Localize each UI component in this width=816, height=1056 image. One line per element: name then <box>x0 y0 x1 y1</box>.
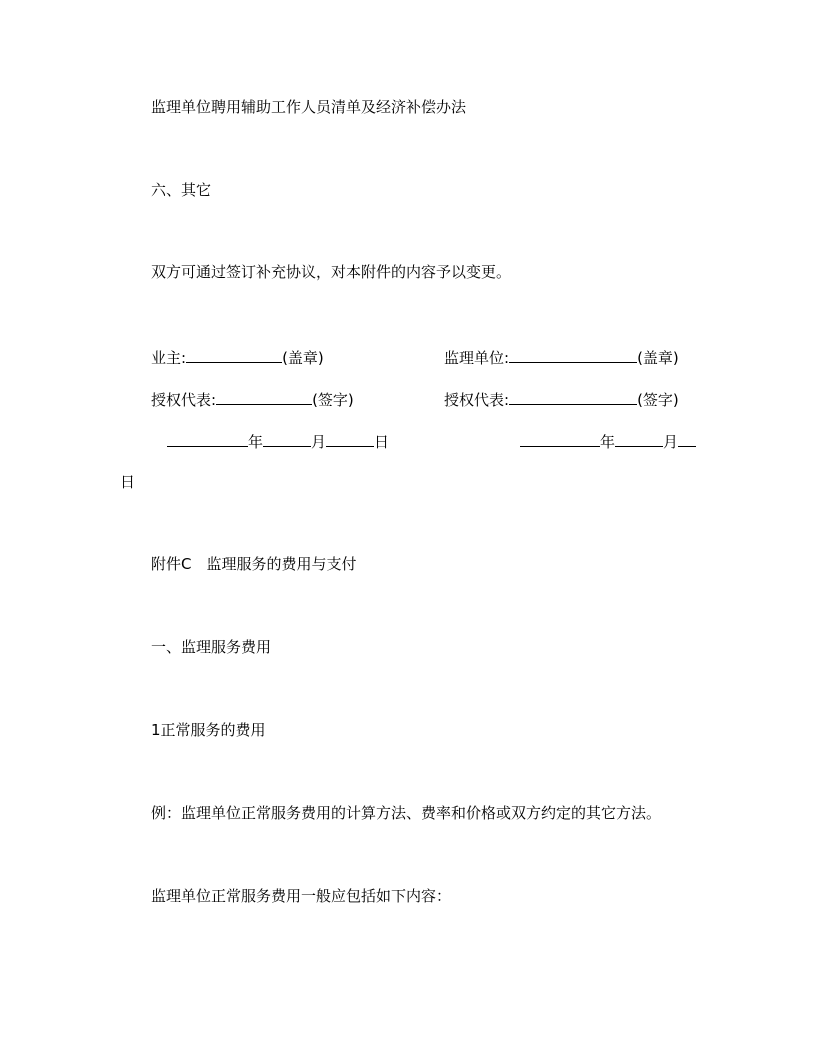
heading-normal-service-fees: 1正常服务的费用 <box>151 721 266 739</box>
owner-blank <box>186 346 282 363</box>
supervisor-date-row <box>520 430 696 452</box>
supervisor-rep-label: 授权代表: <box>444 391 510 409</box>
owner-month-blank <box>263 430 311 447</box>
owner-label: 业主: <box>151 349 187 367</box>
owner-day-label: 日 <box>374 433 390 451</box>
supervisor-seal-note: (盖章) <box>637 349 679 367</box>
owner-month-label: 月 <box>311 433 327 451</box>
supervisor-day-wrapped: 日 <box>120 473 136 491</box>
supervisor-representative-row <box>444 388 679 410</box>
heading-annex-c: 附件C 监理服务的费用与支付 <box>151 555 357 573</box>
supervisor-rep-sign-note: (签字) <box>637 391 679 409</box>
owner-representative-row <box>151 388 354 410</box>
owner-year-blank <box>167 430 248 447</box>
paragraph-fee-contents: 监理单位正常服务费用一般应包括如下内容： <box>151 887 452 905</box>
supervisor-label: 监理单位: <box>444 349 510 367</box>
supervisor-day-blank <box>678 430 696 447</box>
owner-date-row <box>167 430 389 452</box>
owner-day-blank <box>326 430 374 447</box>
supervisor-month-label: 月 <box>663 433 679 451</box>
owner-rep-sign-note: (签字) <box>312 391 354 409</box>
heading-section-six: 六、其它 <box>151 181 212 199</box>
supervisor-year-label: 年 <box>600 433 616 451</box>
paragraph-supplement: 双方可通过签订补充协议，对本附件的内容予以变更。 <box>151 263 512 281</box>
owner-signature-row <box>151 346 324 368</box>
supervisor-rep-blank <box>509 388 637 405</box>
supervisor-signature-row <box>444 346 679 368</box>
supervisor-month-blank <box>615 430 663 447</box>
owner-seal-note: (盖章) <box>282 349 324 367</box>
owner-rep-blank <box>216 388 312 405</box>
paragraph-assistant-staff: 监理单位聘用辅助工作人员清单及经济补偿办法 <box>151 98 467 116</box>
supervisor-blank <box>509 346 637 363</box>
owner-year-label: 年 <box>248 433 264 451</box>
paragraph-fee-example: 例：监理单位正常服务费用的计算方法、费率和价格或双方约定的其它方法。 <box>151 804 662 822</box>
owner-rep-label: 授权代表: <box>151 391 217 409</box>
heading-service-fees: 一、监理服务费用 <box>151 638 272 656</box>
supervisor-year-blank <box>520 430 600 447</box>
